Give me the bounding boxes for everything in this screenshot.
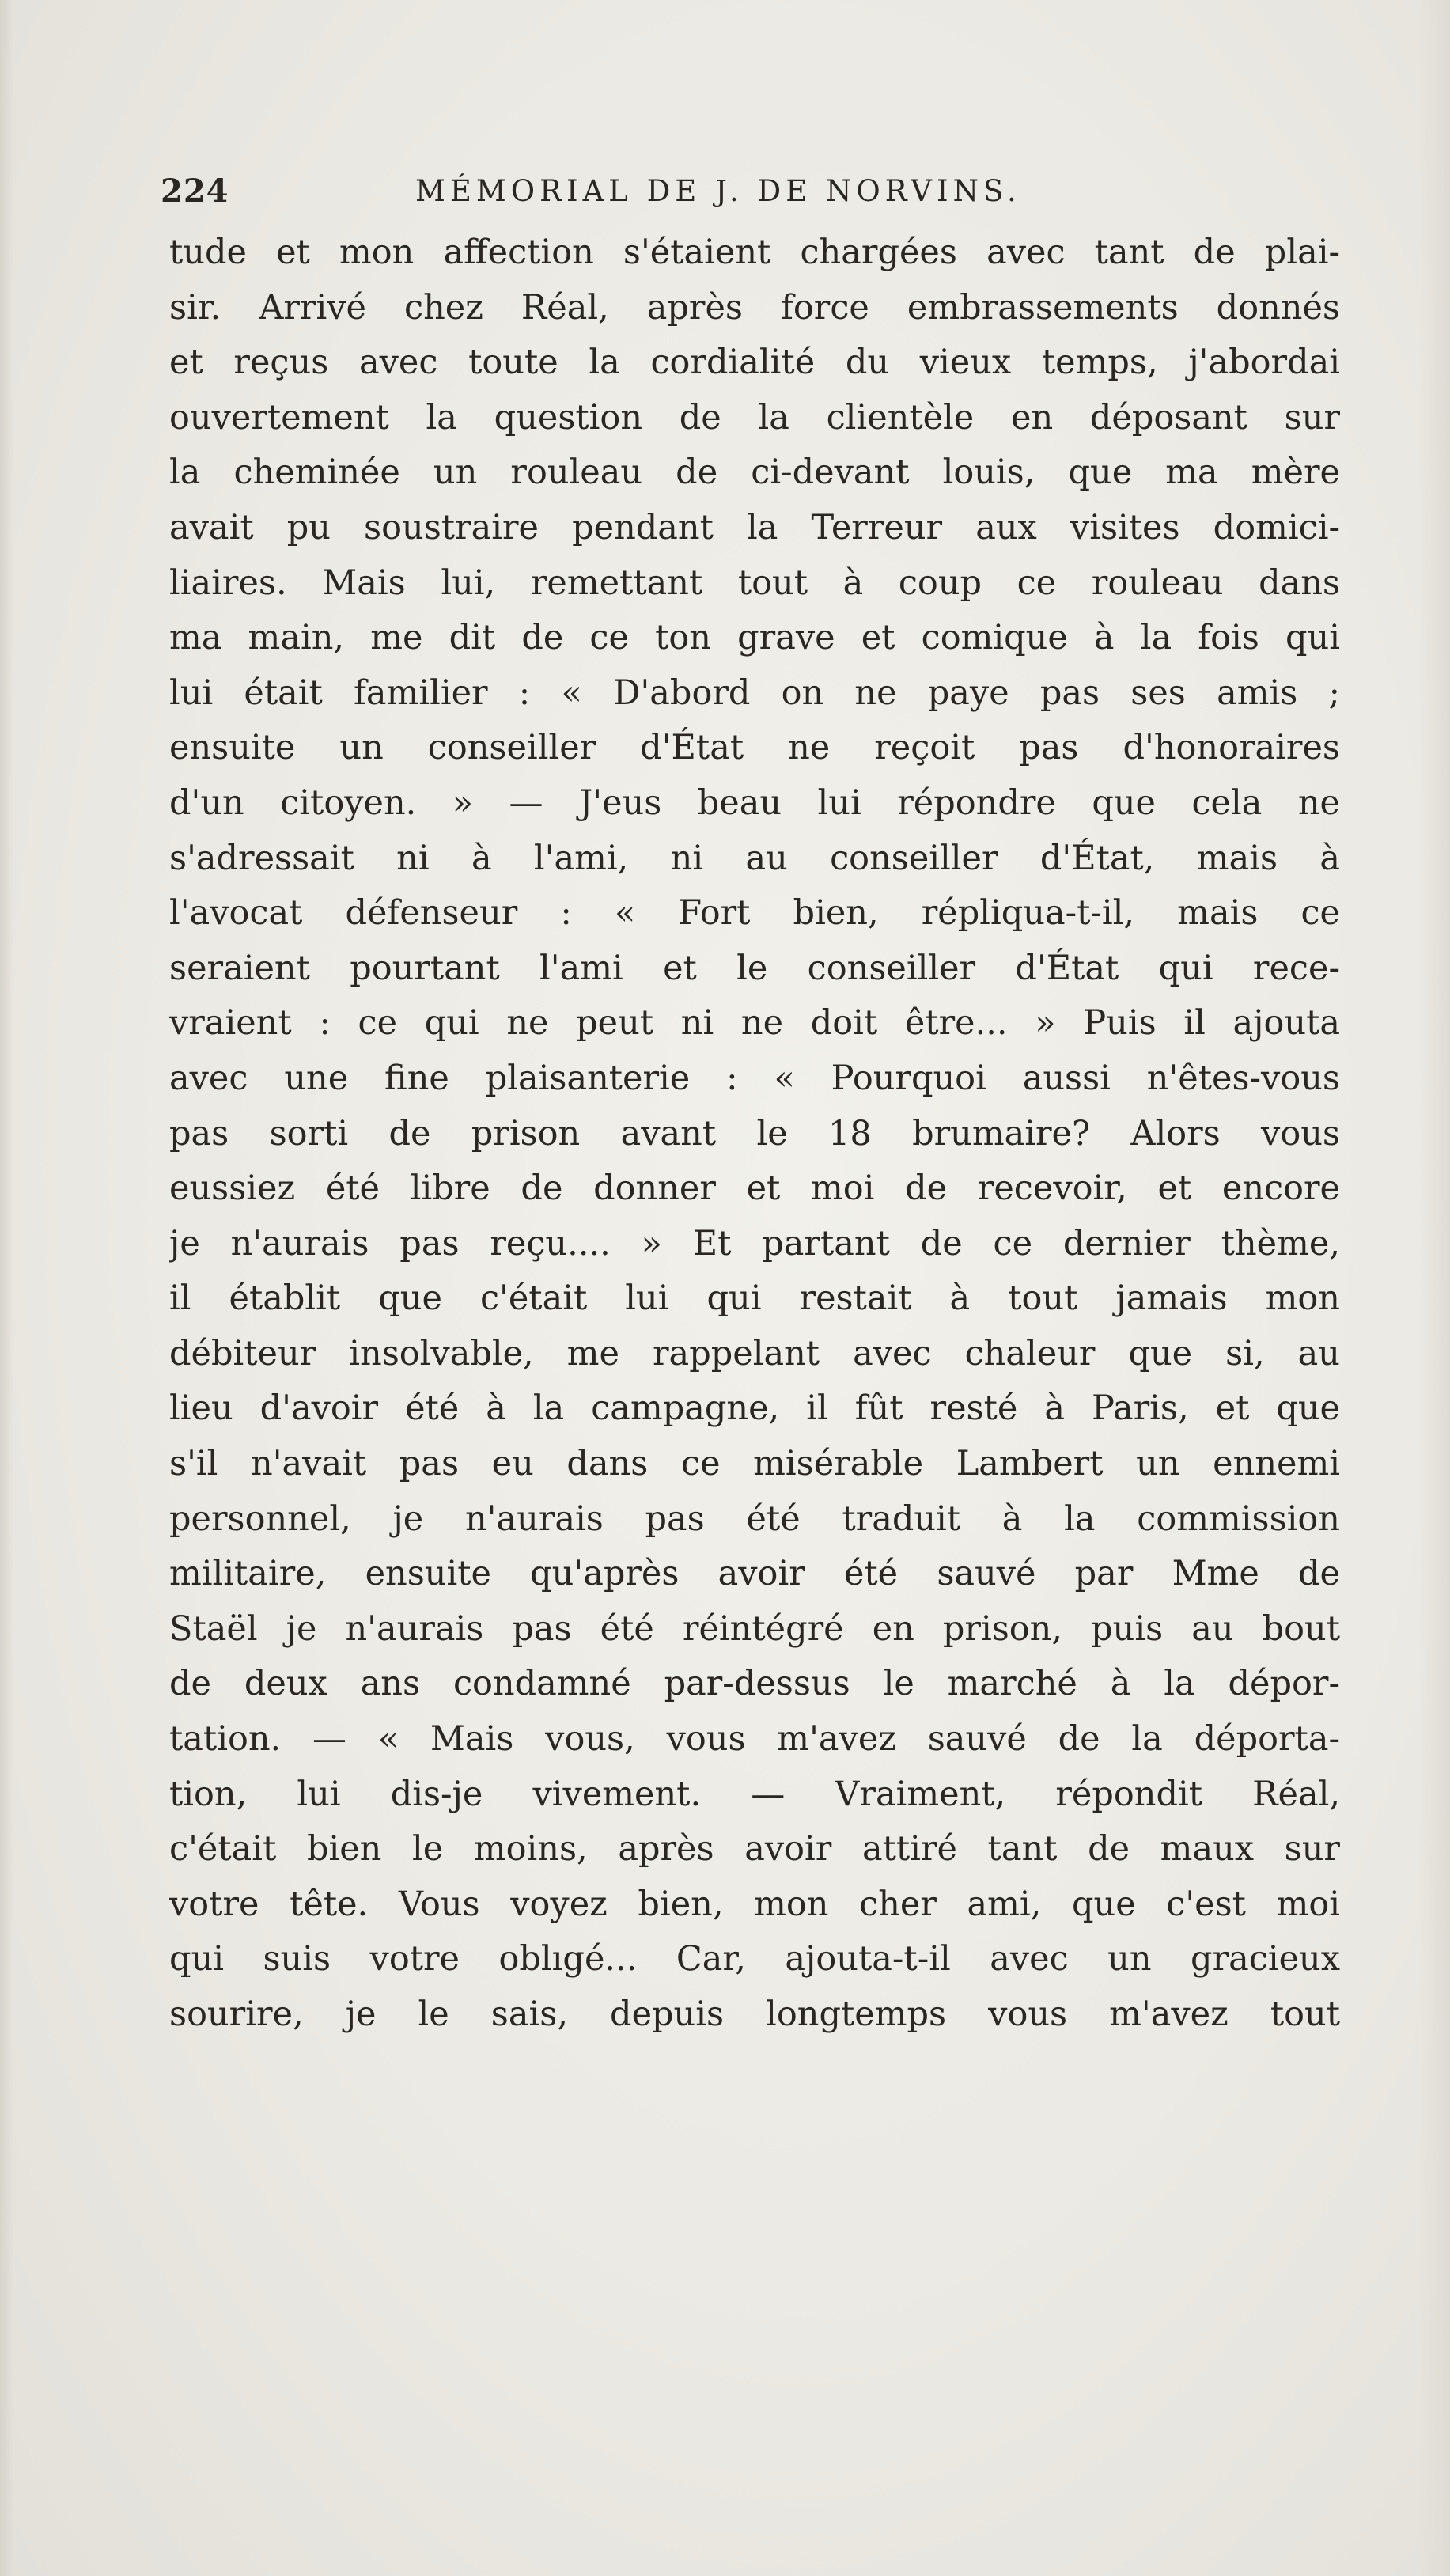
text-line: l'avocat défenseur : « Fort bien, répliqua-t-il, mais ce — [169, 893, 1340, 934]
text-line: ensuite un conseiller d'État ne reçoit pas d'honoraires — [169, 728, 1340, 768]
scan-edge-shadow-right — [1418, 0, 1450, 2576]
text-line: et reçus avec toute la cordialité du vieux temps, j'abordai — [169, 343, 1340, 383]
page-number: 224 — [161, 172, 229, 210]
text-line: je n'aurais pas reçu.... » Et partant de ce dernier thème, — [169, 1223, 1340, 1263]
scan-edge-shadow-left — [0, 0, 14, 2576]
text-line: s'adressait ni à l'ami, ni au conseiller d'État, mais à — [169, 838, 1340, 878]
text-line: lieu d'avoir été à la campagne, il fût resté à Paris, et que — [169, 1388, 1340, 1429]
text-line: ouvertement la question de la clientèle en déposant sur — [169, 397, 1340, 438]
text-line: c'était bien le moins, après avoir attiré tant de maux sur — [169, 1829, 1340, 1869]
text-line: ma main, me dit de ce ton grave et comique à la fois qui — [169, 618, 1340, 658]
text-line: Staël je n'aurais pas été réintégré en prison, puis au bout — [169, 1608, 1340, 1649]
body-text — [169, 225, 1340, 2043]
text-line: la cheminée un rouleau de ci-devant louis, que ma mère — [169, 453, 1340, 493]
text-line: sir. Arrivé chez Réal, après force embrassements donnés — [169, 287, 1340, 328]
text-line: vraient : ce qui ne peut ni ne doit être... » Puis il ajouta — [169, 1003, 1340, 1044]
text-line: votre tête. Vous voyez bien, mon cher ami, que c'est moi — [169, 1884, 1340, 1924]
text-line: sourire, je le sais, depuis longtemps vous m'avez tout — [169, 1995, 1340, 2034]
text-line: avait pu soustraire pendant la Terreur aux visites domici- — [169, 507, 1340, 547]
text-line: eussiez été libre de donner et moi de recevoir, et encore — [169, 1169, 1340, 1209]
text-line: seraient pourtant l'ami et le conseiller d'État qui rece- — [169, 948, 1340, 988]
text-line: tude et mon affection s'étaient chargées avec tant de plai- — [169, 233, 1340, 272]
text-line: il établit que c'était lui qui restait à tout jamais mon — [169, 1279, 1340, 1319]
text-line: lui était familier : « D'abord on ne paye pas ses amis ; — [169, 672, 1340, 713]
text-line: s'il n'avait pas eu dans ce misérable Lambert un ennemi — [169, 1444, 1340, 1484]
text-line: personnel, je n'aurais pas été traduit à la commission — [169, 1498, 1340, 1539]
text-line: tion, lui dis-je vivement. — Vraiment, répondit Réal, — [169, 1774, 1340, 1814]
text-line: d'un citoyen. » — J'eus beau lui répondre que cela ne — [169, 782, 1340, 823]
running-title: MÉMORIAL DE J. DE NORVINS. — [415, 174, 1021, 208]
text-line: pas sorti de prison avant le 18 brumaire? Alors vous — [169, 1113, 1340, 1154]
text-line: qui suis votre oblıgé... Car, ajouta-t-il avec un gracieux — [169, 1939, 1340, 1979]
text-line: liaires. Mais lui, remettant tout à coup ce rouleau dans — [169, 563, 1340, 603]
text-line: de deux ans condamné par-dessus le marché à la dépor- — [169, 1664, 1340, 1704]
text-line: débiteur insolvable, me rappelant avec chaleur que si, au — [169, 1333, 1340, 1373]
text-line: avec une fine plaisanterie : « Pourquoi aussi n'êtes-vous — [169, 1058, 1340, 1098]
running-head — [161, 172, 1331, 228]
text-line: militaire, ensuite qu'après avoir été sauvé par Mme de — [169, 1554, 1340, 1594]
text-line: tation. — « Mais vous, vous m'avez sauvé de la déporta- — [169, 1719, 1340, 1760]
